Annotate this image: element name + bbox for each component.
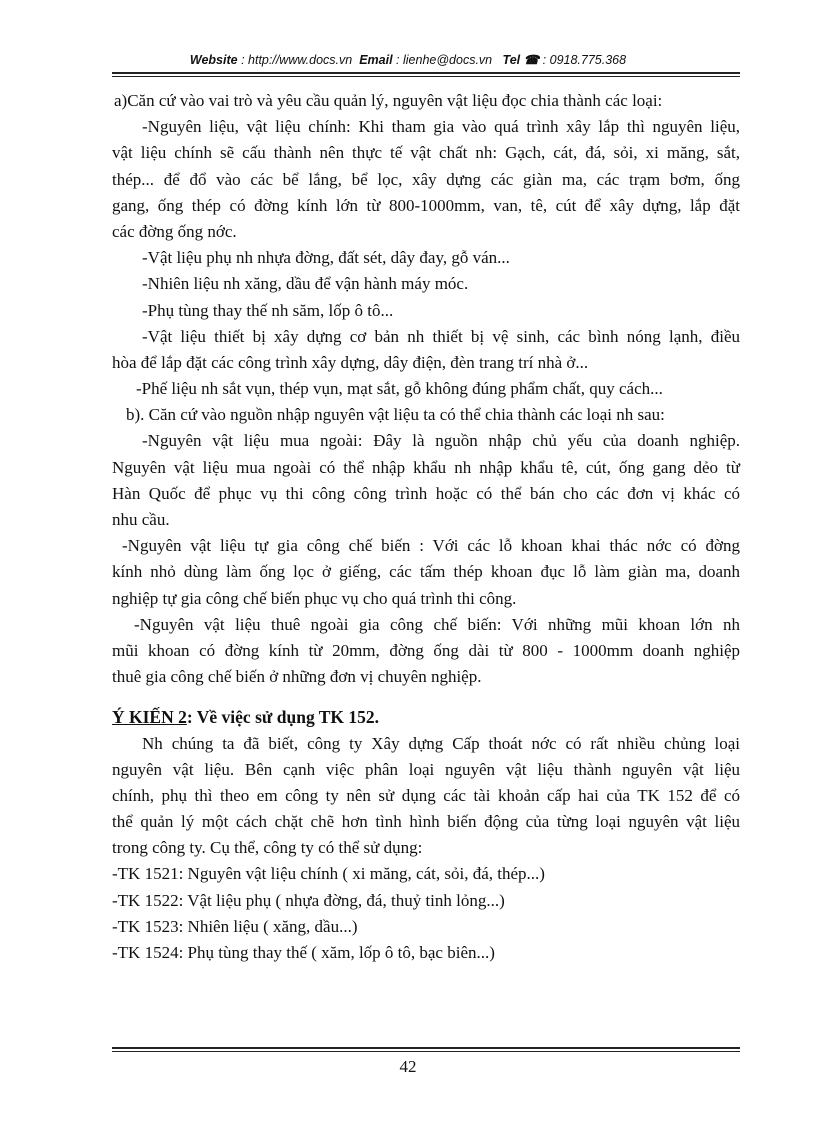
text-line: nghiệp tự gia công chế biến phục vụ cho quá trình thi công. [112,588,517,608]
text-line: -Nhiên liệu nh xăng, dầu để vận hành máy móc. [142,274,469,294]
text-line: vật liệu chính sẽ cấu thành nên thực tế vật chất nh: Gạch, cát, đá, sỏi, xi măng, sắt, [112,143,740,163]
document-body [112,88,740,966]
list-item: -TK 1524: Phụ tùng thay thế ( xăm, lốp ô tô, bạc biên...) [112,943,495,962]
footer-divider-thin [112,1051,740,1052]
text-line: b). Căn cứ vào nguồn nhập nguyên vật liệu ta có thể chia thành các loại nh sau: [126,405,665,425]
website-label: Website [189,53,238,67]
list-item: -TK 1523: Nhiên liệu ( xăng, dầu...) [112,916,358,936]
email-value: : lienhe@docs.vn [396,53,493,67]
text-line: a)Căn cứ vào vai trò và yêu cầu quản lý, nguyên vật liệu đọc chia thành các loại: [114,91,663,110]
text-line: nguyên vật liệu. Bên cạnh việc phân loại nguyên vật liệu thành nguyên vật liệu [112,759,740,779]
text-line: mũi khoan có đờng kính từ 20mm, đờng ống dài từ 800 - 1000mm doanh nghiệp [112,640,740,660]
footer-divider [112,1047,740,1049]
text-line: -Nguyên vật liệu thuê ngoài gia công chế biến: Với những mũi khoan lớn nh [134,614,740,634]
text-line: các đờng ống nớc. [112,221,237,241]
text-line: thép... để đổ vào các bể lắng, bể lọc, xây dựng các giàn ma, các trạm bơm, ống [112,169,740,189]
header-divider [112,72,740,74]
text-line: -Nguyên vật liệu tự gia công chế biến : Với các lỗ khoan khai thác nớc có đờng [122,536,740,556]
text-line: thể quản lý một cách chặt chẽ hơn tình hình biến động của từng loại nguyên vật liệu [112,812,740,832]
text-line: -Vật liệu thiết bị xây dựng cơ bản nh thiết bị vệ sinh, các bình nóng lạnh, điều [142,326,740,346]
section-heading-text: : Về việc sử dụng TK 152. [186,707,380,728]
list-item: -TK 1522: Vật liệu phụ ( nhựa đờng, đá, thuỷ tinh lỏng...) [112,890,505,910]
text-line: hòa để lắp đặt các công trình xây dựng, dây điện, đèn trang trí nhà ở... [112,352,589,372]
email-label: Email [359,53,393,67]
text-line: -Nguyên vật liệu mua ngoài: Đây là nguồn nhập chủ yếu của doanh nghiệp. [142,431,740,451]
text-line: chính, phụ thì theo em công ty nên sử dụng các tài khoản cấp hai của TK 152 để có [112,785,740,805]
page-header [0,52,816,67]
text-line: -Phế liệu nh sắt vụn, thép vụn, mạt sắt, gỗ không đúng phẩm chất, quy cách... [136,379,663,399]
text-line: Nguyên vật liệu mua ngoài có thể nhập khẩu nh nhập khẩu tê, cút, ống gang dẻo từ [112,457,740,477]
section-heading [112,704,740,730]
header-divider-thin [112,76,740,77]
text-line: -Vật liệu phụ nh nhựa đờng, đất sét, dây đay, gỗ ván... [142,248,510,268]
text-line: nhu cầu. [112,510,170,529]
text-line: thuê gia công chế biến ở những đơn vị chuyên nghiệp. [112,667,482,687]
tel-label: Tel ☎ [502,53,540,67]
text-line: Nh chúng ta đã biết, công ty Xây dựng Cấp thoát nớc có rất nhiều chủng loại [142,733,740,753]
text-line: kính nhỏ dùng làm ống lọc ở giếng, các tấm thép khoan đục lỗ làm giàn ma, doanh [112,562,740,582]
page-number: 42 [399,1057,417,1076]
tel-value: : 0918.775.368 [542,53,627,67]
text-line: Hàn Quốc để phục vụ thi công công trình hoặc có thể bán cho các đơn vị khác có [112,483,740,503]
list-item: -TK 1521: Nguyên vật liệu chính ( xi măng, cát, sỏi, đá, thép...) [112,864,545,884]
text-line: trong công ty. Cụ thể, công ty có thể sử dụng: [112,838,423,858]
section-heading-tag: Ý KIẾN 2 [112,707,187,728]
text-line: gang, ống thép có đờng kính lớn từ 800-1000mm, van, tê, cút để xây dựng, lắp đặt [112,195,740,215]
text-line: -Nguyên liệu, vật liệu chính: Khi tham gia vào quá trình xây lắp thì nguyên liệu, [142,117,740,137]
text-line: -Phụ tùng thay thế nh săm, lốp ô tô... [142,300,394,320]
website-value: : http://www.docs.vn [241,53,353,67]
